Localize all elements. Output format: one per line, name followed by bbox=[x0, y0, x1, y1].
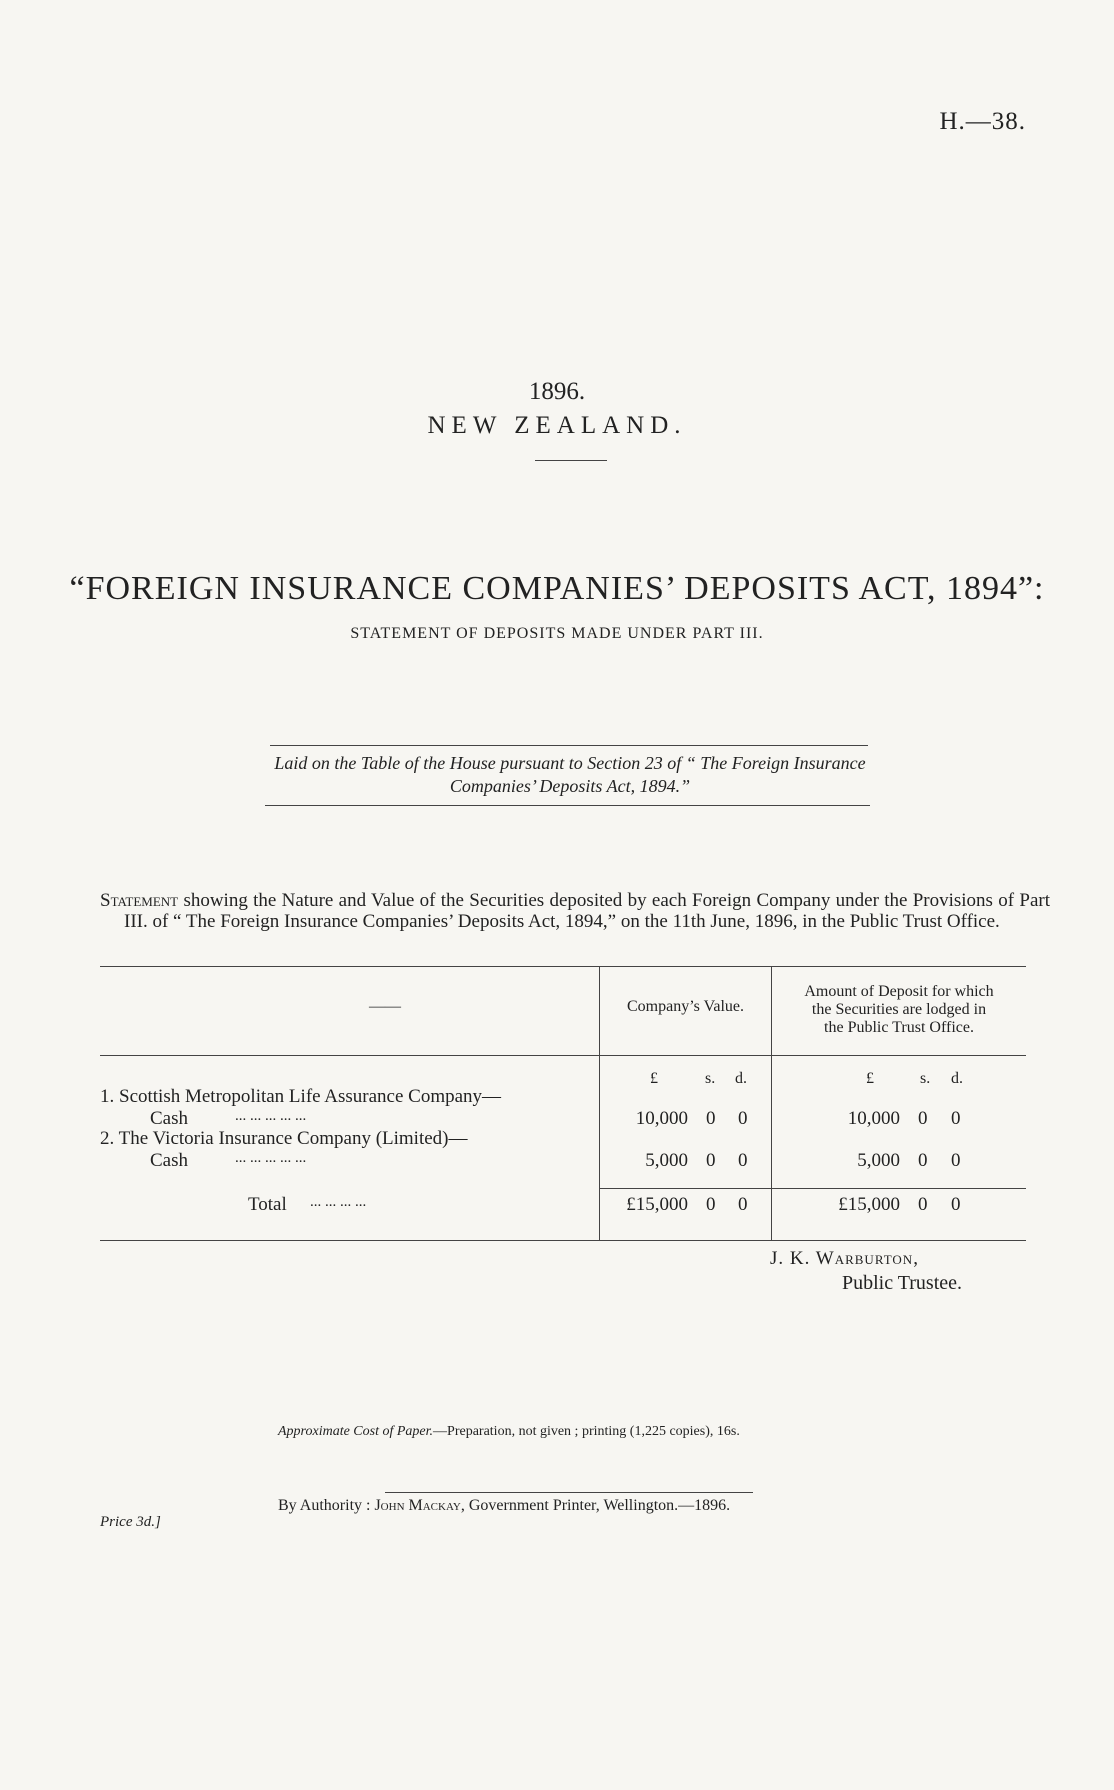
total-value-pounds: £15,000 bbox=[626, 1194, 688, 1215]
cost-label: Approximate Cost of Paper. bbox=[278, 1424, 434, 1439]
document-reference: H.—38. bbox=[939, 108, 1026, 135]
total-label: Total bbox=[248, 1194, 287, 1215]
row-1-leader: ... ... ... ... ... bbox=[235, 1108, 307, 1124]
row-1-value-pounds: 10,000 bbox=[635, 1108, 688, 1129]
country-heading: NEW ZEALAND. bbox=[427, 412, 687, 439]
table-top-rule bbox=[100, 966, 1026, 967]
authority-prefix: By Authority : bbox=[278, 1497, 371, 1514]
row-2-value-pounds: 5,000 bbox=[645, 1150, 688, 1171]
laid-bottom-rule bbox=[265, 805, 870, 806]
deposit-pound-unit: £ bbox=[866, 1070, 874, 1087]
row-1-company: 1. Scottish Metropolitan Life Assurance Company— bbox=[100, 1086, 502, 1107]
row-2-value-pence: 0 bbox=[738, 1150, 748, 1171]
signatory-name: J. K. Warburton, bbox=[770, 1248, 919, 1269]
blank-column-header: —— bbox=[369, 998, 401, 1015]
total-deposit-pence: 0 bbox=[951, 1194, 961, 1215]
printer-name: John Mackay, bbox=[374, 1497, 465, 1514]
short-rule bbox=[535, 460, 607, 461]
total-value-shillings: 0 bbox=[706, 1194, 716, 1215]
deposit-pence-unit: d. bbox=[951, 1070, 963, 1087]
price-note: Price 3d.] bbox=[100, 1514, 161, 1530]
row-1-deposit-pence: 0 bbox=[951, 1108, 961, 1129]
row-2-deposit-shillings: 0 bbox=[918, 1150, 928, 1171]
deposit-header-line-1: Amount of Deposit for which bbox=[804, 983, 994, 1000]
year-heading: 1896. bbox=[528, 378, 586, 405]
company-value-header: Company’s Value. bbox=[626, 998, 745, 1015]
total-deposit-pounds: £15,000 bbox=[838, 1194, 900, 1215]
total-top-rule bbox=[600, 1188, 1026, 1189]
row-2-leader: ... ... ... ... ... bbox=[235, 1150, 307, 1166]
statement-paragraph bbox=[100, 890, 1050, 932]
deposit-header-line-2: the Securities are lodged in bbox=[811, 1001, 987, 1018]
table-header-rule bbox=[100, 1055, 1026, 1056]
document-subtitle: STATEMENT OF DEPOSITS MADE UNDER PART III. bbox=[350, 625, 764, 642]
laid-line-2: Companies’ Deposits Act, 1894.” bbox=[449, 776, 691, 796]
row-1-deposit-pounds: 10,000 bbox=[847, 1108, 900, 1129]
document-title: “FOREIGN INSURANCE COMPANIES’ DEPOSITS ACT, 1894”: bbox=[69, 570, 1045, 607]
signatory-title: Public Trustee. bbox=[842, 1272, 963, 1294]
cost-of-paper-note bbox=[278, 1424, 740, 1440]
value-pence-unit: d. bbox=[735, 1070, 747, 1087]
total-deposit-shillings: 0 bbox=[918, 1194, 928, 1215]
laid-line-1: Laid on the Table of the House pursuant to Section 23 of “ The Foreign Insurance bbox=[274, 753, 866, 773]
deposit-amount-header bbox=[772, 983, 1026, 1037]
authority-rule bbox=[385, 1492, 753, 1493]
deposit-header-line-3: the Public Trust Office. bbox=[824, 1019, 974, 1036]
printing-authority bbox=[278, 1497, 730, 1515]
row-2-company: 2. The Victoria Insurance Company (Limited)— bbox=[100, 1128, 468, 1149]
authority-suffix: Government Printer, Wellington.—1896. bbox=[468, 1497, 731, 1514]
value-shilling-unit: s. bbox=[705, 1070, 716, 1087]
total-value-pence: 0 bbox=[738, 1194, 748, 1215]
laid-on-table-note bbox=[150, 752, 990, 798]
row-1-value-pence: 0 bbox=[738, 1108, 748, 1129]
deposit-shilling-unit: s. bbox=[920, 1070, 931, 1087]
row-2-value-shillings: 0 bbox=[706, 1150, 716, 1171]
row-1-value-shillings: 0 bbox=[706, 1108, 716, 1129]
laid-top-rule bbox=[270, 745, 868, 746]
value-pound-unit: £ bbox=[650, 1070, 658, 1087]
cost-text: —Preparation, not given ; printing (1,225 copies), 16s. bbox=[433, 1424, 740, 1439]
row-2-deposit-pence: 0 bbox=[951, 1150, 961, 1171]
row-1-deposit-shillings: 0 bbox=[918, 1108, 928, 1129]
statement-body: showing the Nature and Value of the Securities deposited by each Foreign Company under the Provisions of Part III. of “ The Foreign Insurance Companies’ Deposits Act, 1894,” on the 11th June, 1896, in the Public Trust Office. bbox=[124, 890, 1050, 932]
row-2-item: Cash bbox=[150, 1150, 188, 1171]
total-leader: ... ... ... ... bbox=[310, 1194, 367, 1210]
statement-lead: Statement bbox=[100, 890, 179, 911]
row-2-deposit-pounds: 5,000 bbox=[857, 1150, 900, 1171]
row-1-item: Cash bbox=[150, 1108, 188, 1129]
table-bottom-rule bbox=[100, 1240, 1026, 1241]
